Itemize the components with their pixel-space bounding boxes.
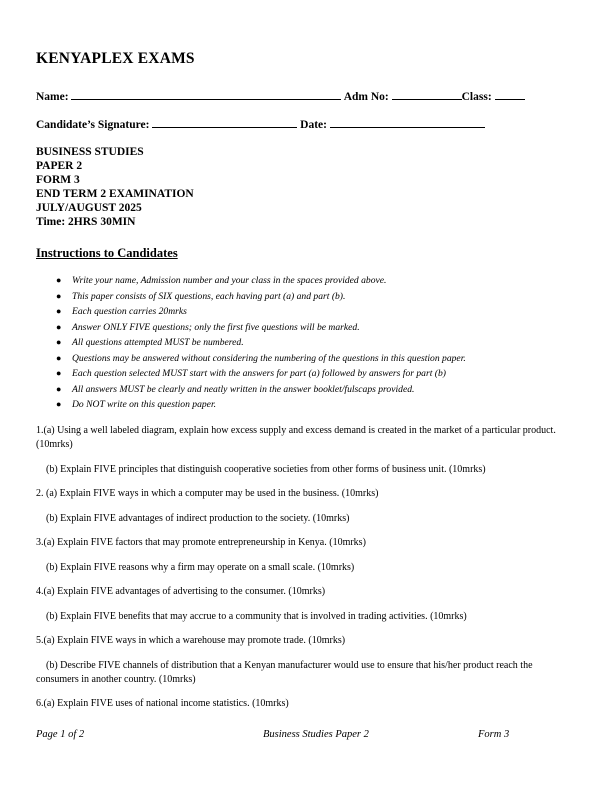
instructions-heading: Instructions to Candidates bbox=[36, 246, 178, 260]
bullet-icon: ● bbox=[56, 290, 62, 301]
candidate-details-row bbox=[36, 89, 525, 103]
instruction-item: ● This paper consists of SIX questions, each having part (a) and part (b). bbox=[56, 289, 466, 305]
bullet-icon: ● bbox=[56, 275, 62, 285]
date-blank bbox=[330, 117, 485, 128]
adm-label: Adm No: bbox=[343, 91, 389, 103]
instruction-item: ● Each question carries 20mrks bbox=[56, 304, 466, 320]
question-3a: 3.(a) Explain FIVE factors that may promote entrepreneurship in Kenya. (10mrks) bbox=[36, 537, 366, 548]
instruction-item: ● Questions may be answered without considering the numbering of the questions in this question paper. bbox=[56, 351, 466, 367]
instruction-item: ● All answers MUST be clearly and neatly written in the answer booklet/fulscaps provided. bbox=[56, 382, 466, 398]
class-label: Class: bbox=[461, 91, 492, 103]
bullet-icon: ● bbox=[56, 321, 62, 332]
question-1a: 1.(a) Using a well labeled diagram, explain how excess supply and excess demand is created in the market of a particular product. (10mrks) bbox=[36, 425, 556, 450]
exam-date: JULY/AUGUST 2025 bbox=[36, 202, 142, 214]
adm-blank bbox=[392, 89, 462, 100]
instruction-item: ● Answer ONLY FIVE questions; only the first five questions will be marked. bbox=[56, 320, 466, 336]
instruction-item: ● Do NOT write on this question paper. bbox=[56, 397, 466, 413]
name-label: Name: bbox=[36, 91, 69, 103]
bullet-icon: ● bbox=[56, 383, 62, 394]
question-6a: 6.(a) Explain FIVE uses of national income statistics. (10mrks) bbox=[36, 698, 289, 709]
name-blank bbox=[71, 89, 341, 100]
exam-subject: BUSINESS STUDIES bbox=[36, 146, 144, 158]
signature-row bbox=[36, 117, 485, 131]
question-5b: (b) Describe FIVE channels of distribution that a Kenyan manufacturer would use to ensure that his/her product reach the consumers in another country. (10mrks) bbox=[36, 659, 533, 685]
class-blank bbox=[495, 89, 525, 100]
bullet-icon: ● bbox=[56, 306, 62, 316]
question-4a: 4.(a) Explain FIVE advantages of advertising to the consumer. (10mrks) bbox=[36, 586, 326, 597]
exam-term: END TERM 2 EXAMINATION bbox=[36, 188, 194, 200]
question-5a: 5.(a) Explain FIVE ways in which a warehouse may promote trade. (10mrks) bbox=[36, 635, 346, 646]
question-1b: (b) Explain FIVE principles that distinguish cooperative societies from other forms of business unit. (10mrks) bbox=[46, 463, 486, 475]
instruction-item: ● Write your name, Admission number and your class in the spaces provided above. bbox=[56, 273, 466, 289]
footer-subject: Business Studies Paper 2 bbox=[263, 729, 369, 740]
questions-section bbox=[36, 424, 576, 722]
signature-blank bbox=[152, 117, 297, 128]
question-4b: (b) Explain FIVE benefits that may accrue to a community that is involved in trading activities. (10mrks) bbox=[46, 610, 467, 622]
exam-paper: PAPER 2 bbox=[36, 160, 83, 172]
instructions-list bbox=[56, 273, 466, 413]
instruction-item: ● Each question selected MUST start with the answers for part (a) followed by answers for part (b) bbox=[56, 366, 466, 382]
exam-time: Time: 2HRS 30MIN bbox=[36, 216, 136, 228]
date-label: Date: bbox=[300, 119, 327, 131]
instruction-item: ● All questions attempted MUST be numbered. bbox=[56, 335, 466, 351]
question-2a: 2. (a) Explain FIVE ways in which a computer may be used in the business. (10mrks) bbox=[36, 488, 379, 499]
bullet-icon: ● bbox=[56, 399, 62, 409]
bullet-icon: ● bbox=[56, 337, 62, 347]
exam-form: FORM 3 bbox=[36, 174, 80, 186]
question-3b: (b) Explain FIVE reasons why a firm may operate on a small scale. (10mrks) bbox=[46, 561, 355, 573]
signature-label: Candidate’s Signature: bbox=[36, 119, 150, 131]
footer-form: Form 3 bbox=[478, 729, 510, 740]
bullet-icon: ● bbox=[56, 352, 62, 363]
bullet-icon: ● bbox=[56, 368, 62, 378]
footer-page-number: Page 1 of 2 bbox=[36, 729, 85, 740]
exam-header bbox=[36, 145, 194, 229]
question-2b: (b) Explain FIVE advantages of indirect production to the society. (10mrks) bbox=[46, 512, 350, 524]
school-title: KENYAPLEX EXAMS bbox=[36, 50, 195, 67]
